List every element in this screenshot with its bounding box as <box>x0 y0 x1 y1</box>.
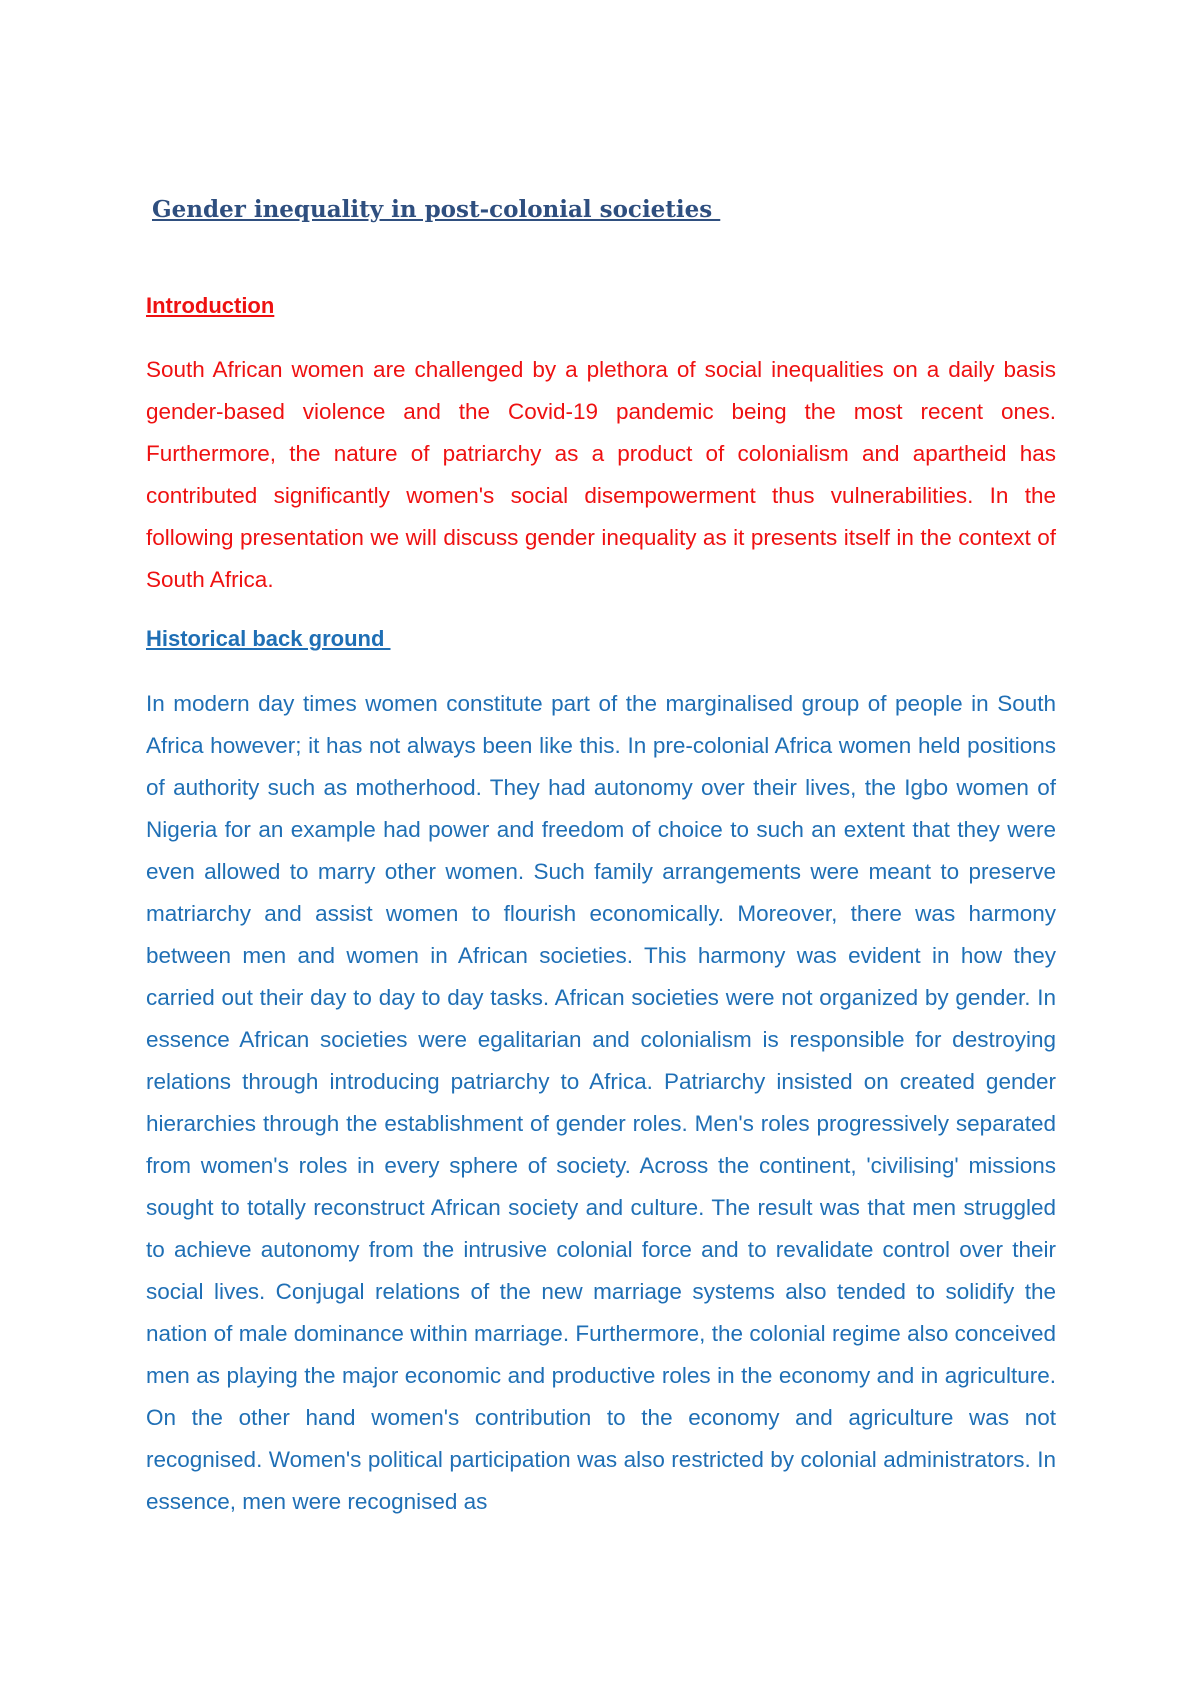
document-title: Gender inequality in post-colonial societies <box>152 196 721 223</box>
historical-background-heading: Historical back ground <box>146 626 391 651</box>
introduction-paragraph: South African women are challenged by a plethora of social inequalities on a daily basis gender-based violence and the Covid-19 pandemic being the most recent ones. Furthermore, the nature of patriarchy as a product of colonialism and apartheid has contributed significantly women's social disempowerment thus vulnerabilities. In the following presentation we will discuss gender inequality as it presents itself in the context of South Africa. <box>146 357 1056 592</box>
introduction-heading: Introduction <box>146 293 275 318</box>
historical-background-paragraph: In modern day times women constitute part of the marginalised group of people in South Africa however; it has not always been like this. In pre-colonial Africa women held positions of authority such as motherhood. They had autonomy over their lives, the Igbo women of Nigeria for an example had power and freedom of choice to such an extent that they were even allowed to marry other women. Such family arrangements were meant to preserve matriarchy and assist women to flourish economically. Moreover, there was harmony between men and women in African societies. This harmony was evident in how they carried out their day to day to day tasks. African societies were not organized by gender. In essence African societies were egalitarian and colonialism is responsible for destroying relations through introducing patriarchy to Africa. Patriarchy insisted on created gender hierarchies through the establishment of gender roles. Men's roles progressively separated from women's roles in every sphere of society. Across the continent, 'civilising' missions sought to totally reconstruct African society and culture. The result was that men struggled to achieve autonomy from the intrusive colonial force and to revalidate control over their social lives. Conjugal relations of the new marriage systems also tended to solidify the nation of male dominance within marriage. Furthermore, the colonial regime also conceived men as playing the major economic and productive roles in the economy and in agriculture. On the other hand women's contribution to the economy and agriculture was not recognised. Women's political participation was also restricted by colonial administrators. In essence, men were recognised as <box>146 691 1056 1514</box>
